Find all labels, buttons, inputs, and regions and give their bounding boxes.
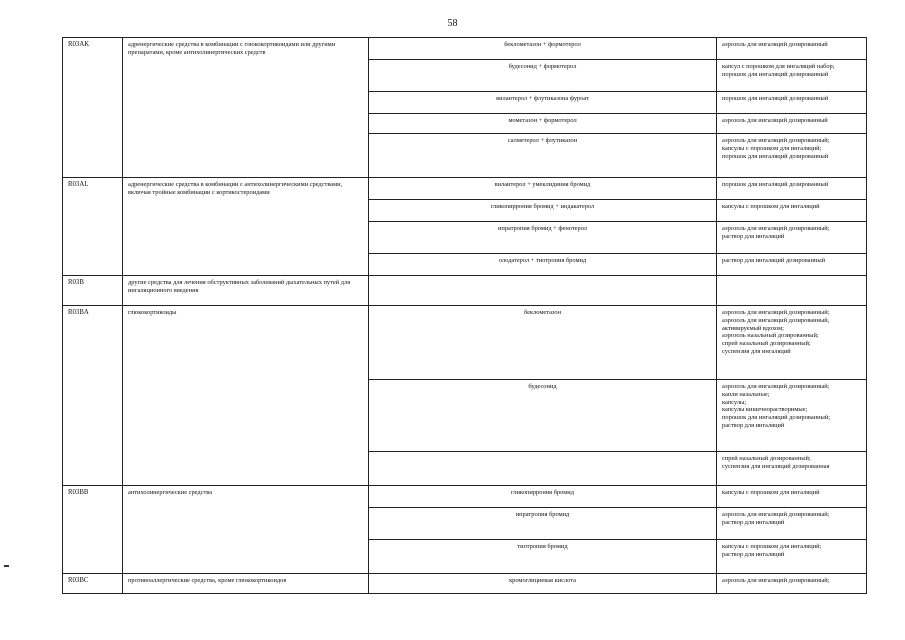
drug-name-cell: кромоглициевая кислота xyxy=(369,574,717,594)
dosage-form-cell: раствор для ингаляций дозированный xyxy=(717,254,867,276)
dosage-form-cell: капсулы с порошком для ингаляций xyxy=(717,486,867,508)
dosage-form-cell: спрей назальный дозированный; суспензия для ингаляций дозированная xyxy=(717,452,867,486)
table-row xyxy=(63,574,867,594)
atc-code-cell: R03BA xyxy=(63,306,123,486)
drug-name-cell: беклометазон + формотерол xyxy=(369,38,717,60)
drug-name-cell: вилантерол + флутиказона фуроат xyxy=(369,92,717,114)
drug-name-cell: ипратропия бромид + фенотерол xyxy=(369,222,717,254)
drug-name-cell xyxy=(369,276,717,306)
drug-name-cell: будесонид + формотерол xyxy=(369,60,717,92)
drug-name-cell: гликопиррония бромид xyxy=(369,486,717,508)
atc-group-cell: противоаллергические средства, кроме глюкокортикоидов xyxy=(123,574,369,594)
atc-group-cell: антихолинергические средства xyxy=(123,486,369,574)
table-row xyxy=(63,38,867,60)
atc-group-cell: адренергические средства в комбинации с глюкокортикоидами или другими препаратами, кроме антихолинергических средств xyxy=(123,38,369,178)
atc-group-cell: глюкокортикоиды xyxy=(123,306,369,486)
dosage-form-cell: порошок для ингаляций дозированный xyxy=(717,92,867,114)
page-number: 58 xyxy=(447,18,458,29)
atc-code-cell: R03B xyxy=(63,276,123,306)
dosage-form-cell: капсулы с порошком для ингаляций xyxy=(717,200,867,222)
table-row xyxy=(63,276,867,306)
atc-code-cell: R03AK xyxy=(63,38,123,178)
dosage-form-cell: порошок для ингаляций дозированный xyxy=(717,178,867,200)
drug-name-cell: тиотропия бромид xyxy=(369,540,717,574)
drug-name-cell: вилантерол + умеклидиния бромид xyxy=(369,178,717,200)
dosage-form-cell: аэрозоль для ингаляций дозированный xyxy=(717,114,867,134)
drug-name-cell xyxy=(369,452,717,486)
table-row xyxy=(63,486,867,508)
atc-group-cell: адренергические средства в комбинации с антихолинергическими средствами, включая тройные комбинации с кортикостероидами xyxy=(123,178,369,276)
dosage-form-cell: капсул с порошком для ингаляций набор; порошок для ингаляций дозированный xyxy=(717,60,867,92)
dosage-form-cell: капсулы с порошком для ингаляций; раствор для ингаляций xyxy=(717,540,867,574)
dosage-form-cell: аэрозоль для ингаляций дозированный; xyxy=(717,574,867,594)
table-row xyxy=(63,178,867,200)
atc-drug-table xyxy=(62,37,867,594)
drug-name-cell: мометазон + формотерол xyxy=(369,114,717,134)
atc-group-cell: другие средства для лечения обструктивных заболеваний дыхательных путей для ингаляционного введения xyxy=(123,276,369,306)
drug-name-cell: ипратропия бромид xyxy=(369,508,717,540)
dosage-form-cell: аэрозоль для ингаляций дозированный; раствор для ингаляций xyxy=(717,508,867,540)
scan-margin-mark xyxy=(4,565,9,567)
drug-name-cell: олодатерол + тиотропия бромид xyxy=(369,254,717,276)
atc-code-cell: R03BB xyxy=(63,486,123,574)
atc-code-cell: R03BC xyxy=(63,574,123,594)
drug-name-cell: беклометазон xyxy=(369,306,717,380)
drug-name-cell: гликопиррония бромид + индакатерол xyxy=(369,200,717,222)
dosage-form-cell: аэрозоль для ингаляций дозированный; капсулы с порошком для ингаляций; порошок для ингаляций дозированный xyxy=(717,134,867,178)
drug-name-cell: будесонид xyxy=(369,380,717,452)
dosage-form-cell: аэрозоль для ингаляций дозированный; раствор для ингаляций xyxy=(717,222,867,254)
dosage-form-cell: аэрозоль для ингаляций дозированный xyxy=(717,38,867,60)
table-row xyxy=(63,306,867,380)
drug-name-cell: салметерол + флутиказон xyxy=(369,134,717,178)
dosage-form-cell: аэрозоль для ингаляций дозированный; аэрозоль для ингаляций дозированный, активируемый вдохом; аэрозоль назальный дозированный; спрей назальный дозированный; суспензия для ингаляций xyxy=(717,306,867,380)
dosage-form-cell xyxy=(717,276,867,306)
dosage-form-cell: аэрозоль для ингаляций дозированный; капли назальные; капсулы; капсулы кишечнорастворимые; порошок для ингаляций дозированный; раствор для ингаляций xyxy=(717,380,867,452)
atc-code-cell: R03AL xyxy=(63,178,123,276)
